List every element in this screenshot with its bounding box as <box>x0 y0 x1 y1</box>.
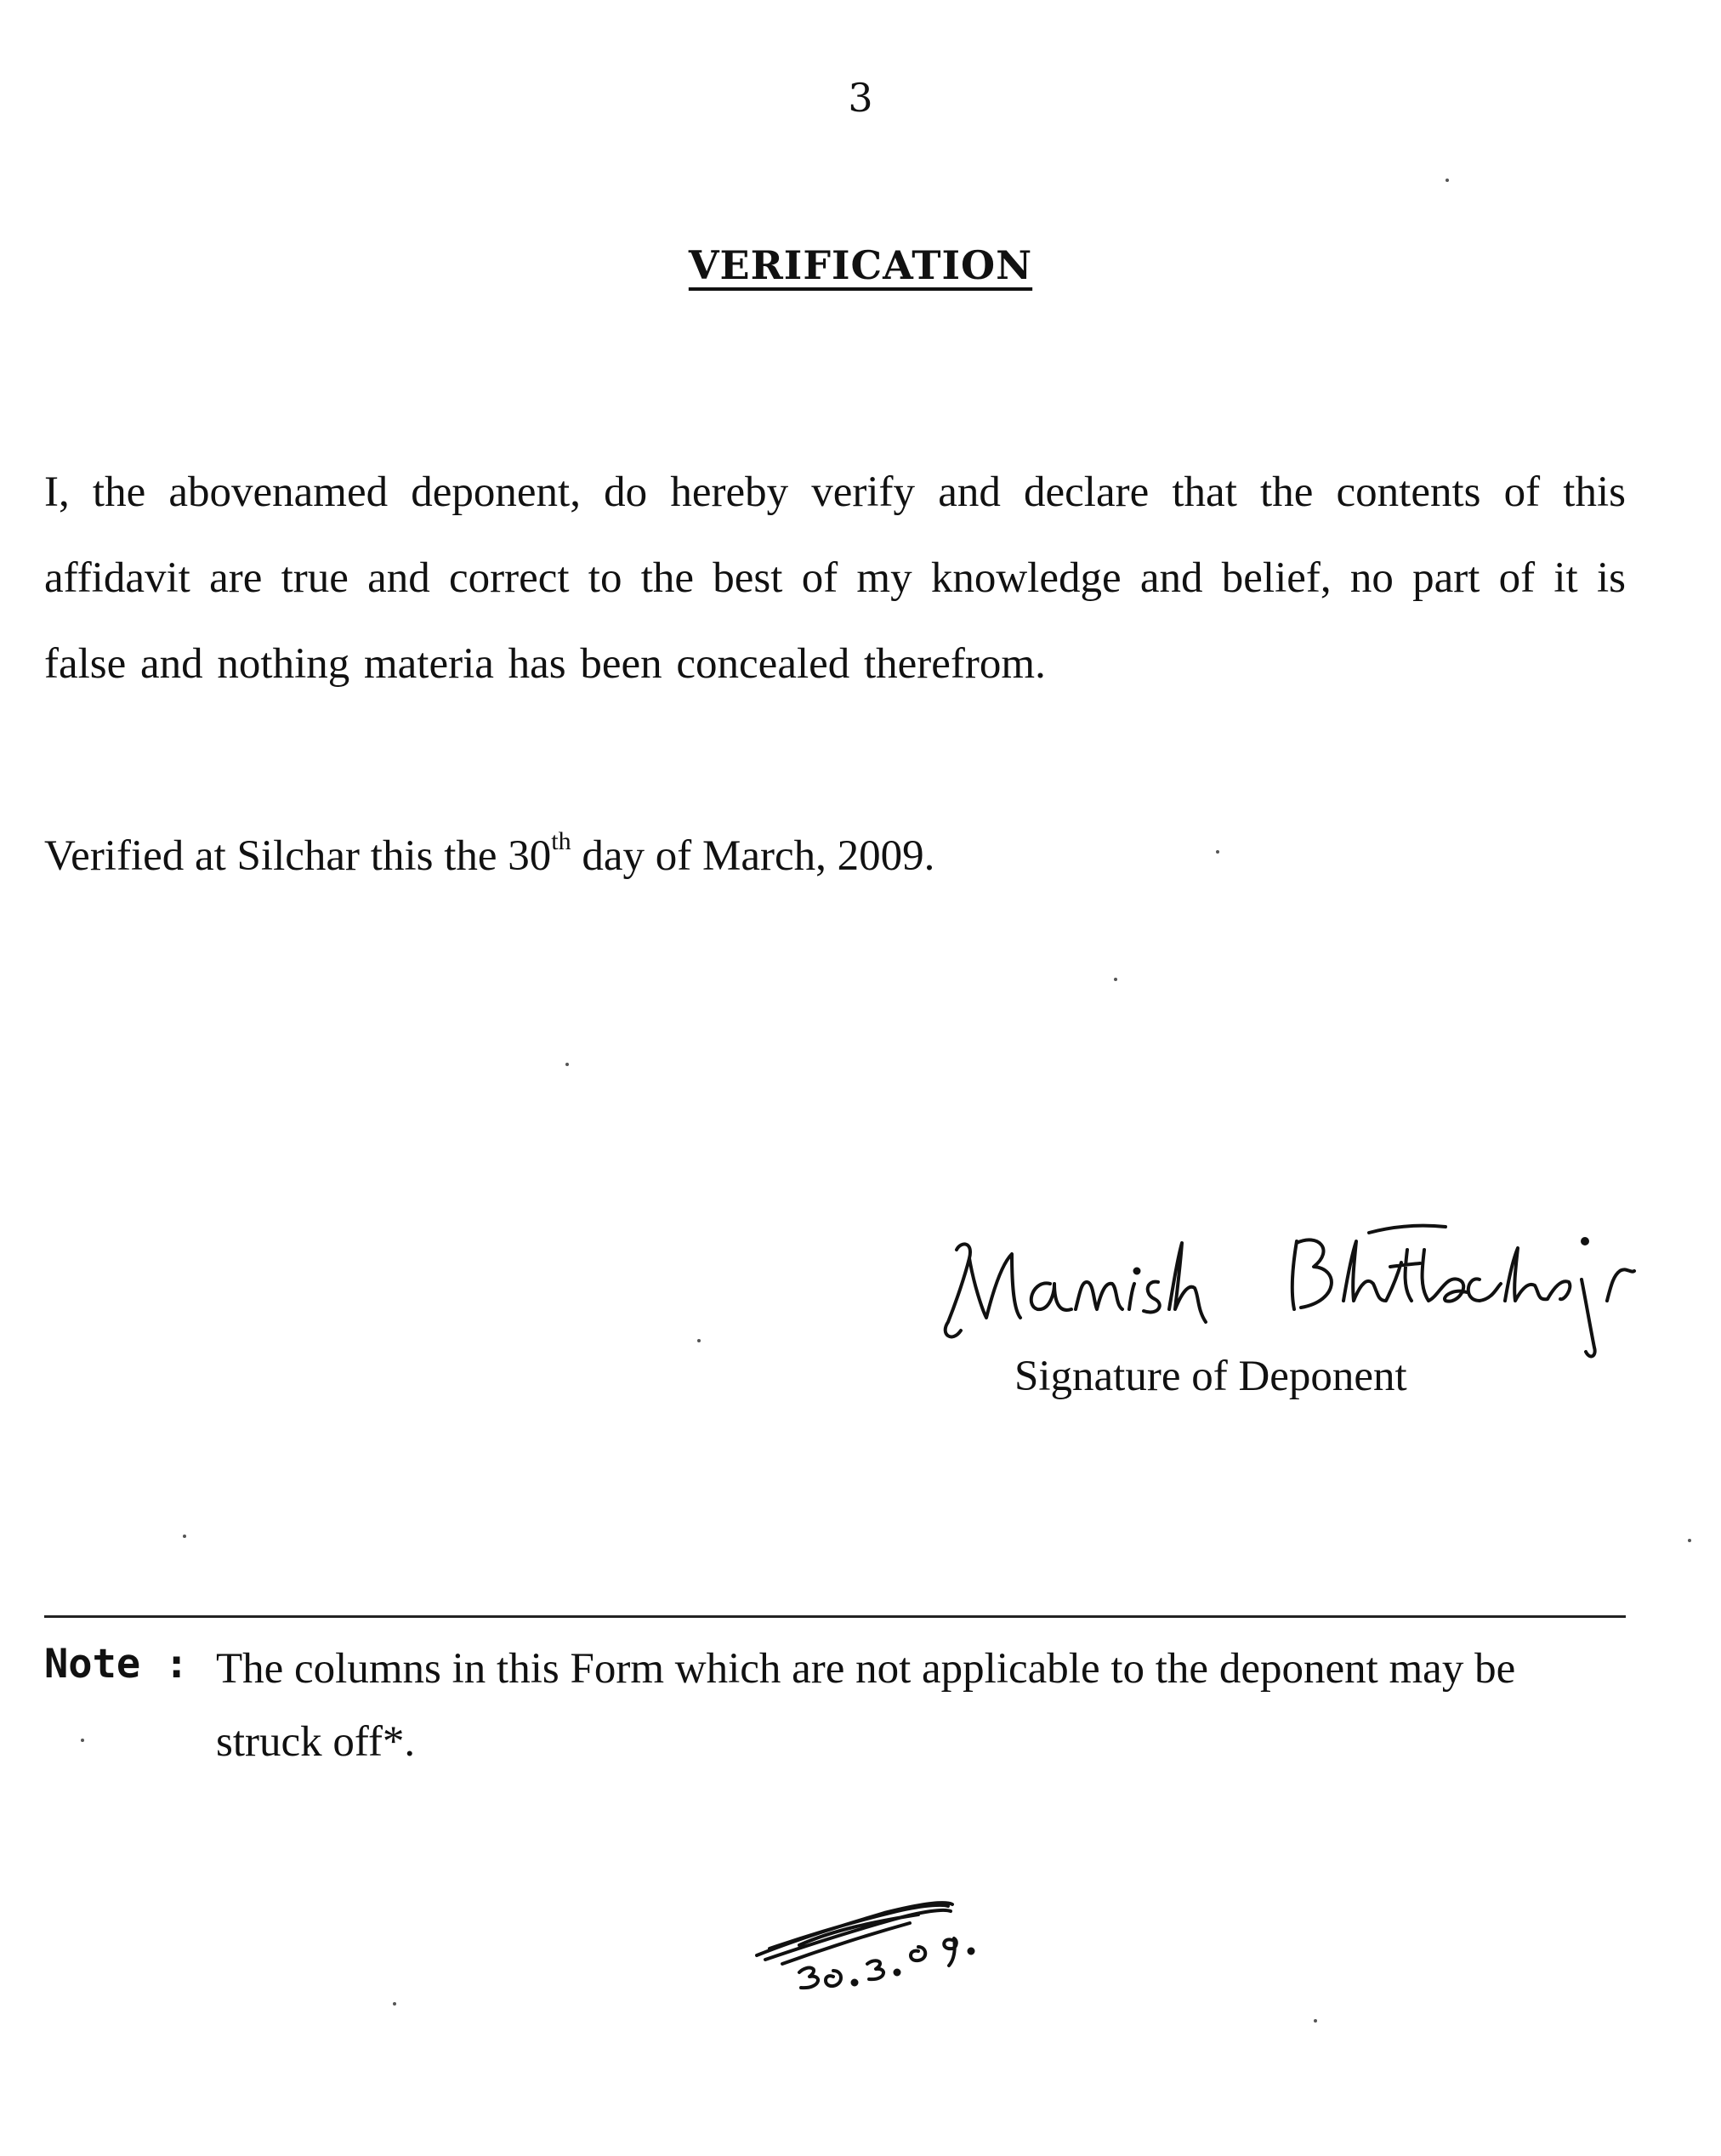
verification-prefix: Verified at Silchar this the 30 <box>44 832 552 880</box>
note-label: Note : <box>44 1641 189 1688</box>
scan-speck <box>183 1535 186 1538</box>
scan-speck <box>1688 1539 1691 1542</box>
scan-speck <box>81 1739 84 1742</box>
page-number: 3 <box>848 75 873 121</box>
divider-line <box>44 1615 1626 1618</box>
signature-label: Signature of Deponent <box>1014 1353 1407 1400</box>
note-text: The columns in this Form which are not applicable to the deponent may be struck off*. <box>216 1645 1516 1766</box>
ordinal-suffix: th <box>551 827 571 855</box>
document-title <box>0 242 1721 288</box>
scan-speck <box>1314 2019 1317 2023</box>
scan-speck <box>697 1339 701 1342</box>
verification-statement <box>44 827 935 881</box>
verification-suffix: day of March, 2009. <box>571 832 935 880</box>
verification-paragraph: I, the abovenamed deponent, do hereby verify and declare that the contents of this affidavit are true and correct to the best of my knowledge and belief, no part of it is false and nothing materia has been concealed therefrom. <box>44 468 1626 688</box>
scan-speck <box>393 2002 396 2006</box>
scan-speck <box>1446 179 1449 182</box>
scan-speck <box>1114 978 1117 981</box>
document-title-text: VERIFICATION <box>688 242 1033 288</box>
deponent-signature <box>935 1182 1684 1377</box>
scan-speck <box>1216 850 1219 854</box>
handwritten-date-initials <box>748 1879 1020 1998</box>
scan-speck <box>565 1063 569 1066</box>
